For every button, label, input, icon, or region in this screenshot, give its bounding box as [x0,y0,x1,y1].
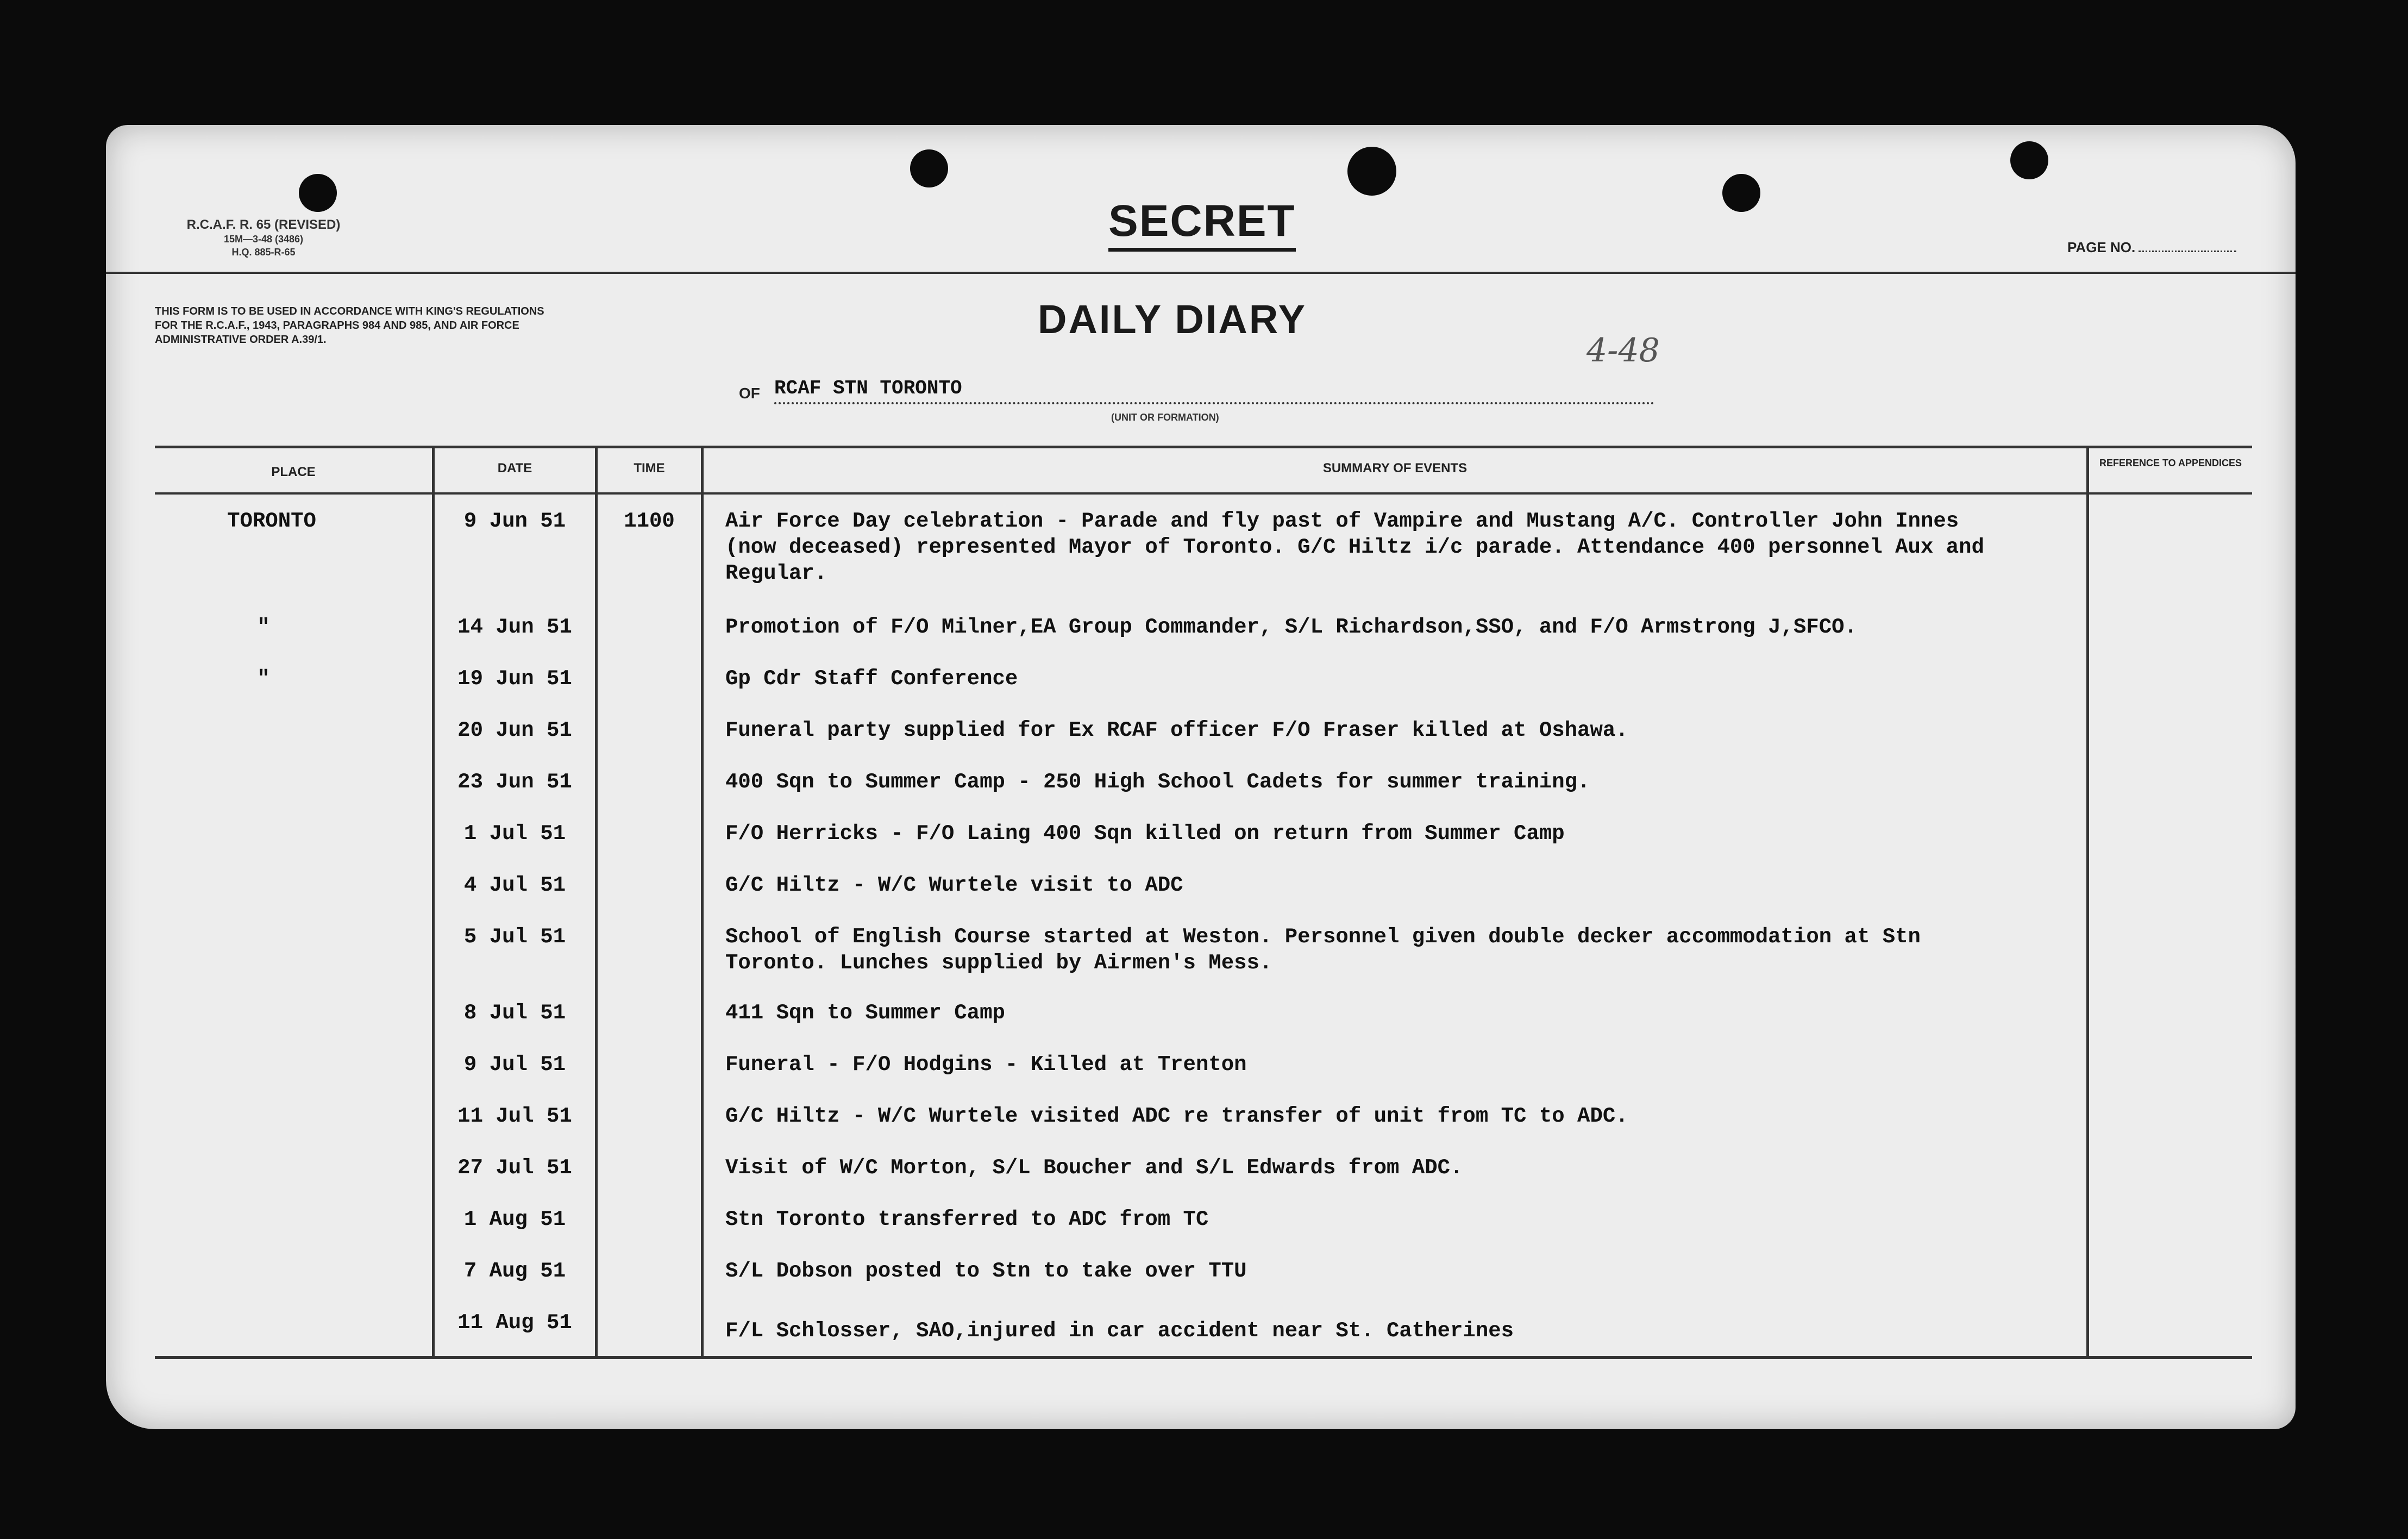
cell-date: 9 Jul 51 [463,1053,566,1077]
handwritten-reference: 4-48 [1586,331,1660,370]
punch-hole [299,174,337,212]
column-divider [2086,446,2089,1359]
cell-date: 11 Jul 51 [457,1104,572,1128]
header-summary: SUMMARY OF EVENTS [1322,461,1468,476]
cell-summary: F/O Herricks - F/O Laing 400 Sqn killed on return from Summer Camp [725,822,1565,846]
column-divider [595,446,598,1359]
cell-summary: G/C Hiltz - W/C Wurtele visit to ADC [725,873,1183,897]
cell-date: 14 Jun 51 [457,615,572,639]
form-id-line: H.Q. 885-R-65 [231,247,296,258]
cell-summary: Funeral - F/O Hodgins - Killed at Trenton [725,1053,1247,1077]
page-number [2067,239,2236,256]
cell-summary: Funeral party supplied for Ex RCAF officer F/O Fraser killed at Oshawa. [725,718,1628,742]
cell-date: 9 Jun 51 [463,509,566,533]
unit-name: RCAF STN TORONTO [774,377,962,399]
punch-hole [910,149,948,187]
cell-date: 4 Jul 51 [463,873,566,897]
diary-sheet [106,125,2296,1429]
table-header-rule [155,492,2252,495]
cell-date: 5 Jul 51 [463,925,566,949]
page-number-field [2139,251,2236,252]
header-reference: REFERENCE TO APPENDICES [2099,458,2242,468]
cell-summary: F/L Schlosser, SAO,injured in car accident near St. Catherines [725,1319,1514,1343]
cell-summary: School of English Course started at Weston. Personnel given double decker accommodation at Stn Toronto. Lunches supplied by Airmen's Mess. [725,925,1921,975]
cell-date: 11 Aug 51 [457,1311,572,1335]
unit-of-label: OF [739,385,760,402]
punch-hole [2010,141,2048,179]
form-id [149,217,378,259]
cell-summary: Visit of W/C Morton, S/L Boucher and S/L Edwards from ADC. [725,1156,1463,1180]
cell-summary: Stn Toronto transferred to ADC from TC [725,1208,1209,1231]
cell-date: 7 Aug 51 [463,1259,566,1283]
header-date: DATE [497,461,532,476]
cell-date: 19 Jun 51 [457,667,572,691]
cell-summary: 400 Sqn to Summer Camp - 250 High School Cadets for summer training. [725,770,1590,794]
cell-summary: Air Force Day celebration - Parade and fly past of Vampire and Mustang A/C. Controller John Innes (now deceased) represented Mayor of Toronto. G/C Hiltz i/c parade. Attendance 400 personnel Aux and Regular. [725,509,1984,585]
punch-hole [1347,147,1396,196]
regulations-note: THIS FORM IS TO BE USED IN ACCORDANCE WITH KING'S REGULATIONS FOR THE R.C.A.F., 1943, PARAGRAPHS 984 AND 985, AND AIR FORCE ADMINISTRATIVE ORDER A.39/1. [155,305,544,346]
page-title: DAILY DIARY [1038,297,1307,342]
cell-place: TORONTO [227,509,316,533]
cell-time: 1100 [624,509,675,533]
classification-stamp: SECRET [1108,196,1296,252]
header-time: TIME [634,461,665,476]
cell-summary: S/L Dobson posted to Stn to take over TTU [725,1259,1247,1283]
cell-date: 27 Jul 51 [457,1156,572,1180]
table-top-rule [155,446,2252,448]
header-rule [106,272,2296,274]
column-divider [701,446,704,1359]
cell-place: " [257,615,270,639]
cell-date: 1 Jul 51 [463,822,566,846]
cell-summary: Gp Cdr Staff Conference [725,667,1018,691]
cell-place: " [257,667,270,691]
table-bottom-rule [155,1356,2252,1359]
cell-summary: G/C Hiltz - W/C Wurtele visited ADC re transfer of unit from TC to ADC. [725,1104,1628,1128]
cell-date: 20 Jun 51 [457,718,572,742]
header-place: PLACE [271,465,316,479]
cell-summary: Promotion of F/O Milner,EA Group Commander, S/L Richardson,SSO, and F/O Armstrong J,SFCO. [725,615,1857,639]
form-id-line: 15M—3-48 (3486) [223,234,304,245]
cell-date: 23 Jun 51 [457,770,572,794]
cell-date: 1 Aug 51 [463,1208,566,1231]
punch-hole [1722,174,1760,212]
unit-caption: (UNIT OR FORMATION) [1111,412,1219,423]
form-id-line: R.C.A.F. R. 65 (REVISED) [186,217,341,232]
unit-line [774,402,1654,404]
cell-date: 8 Jul 51 [463,1001,566,1025]
page-number-label: PAGE NO. [2067,239,2136,255]
cell-summary: 411 Sqn to Summer Camp [725,1001,1005,1025]
